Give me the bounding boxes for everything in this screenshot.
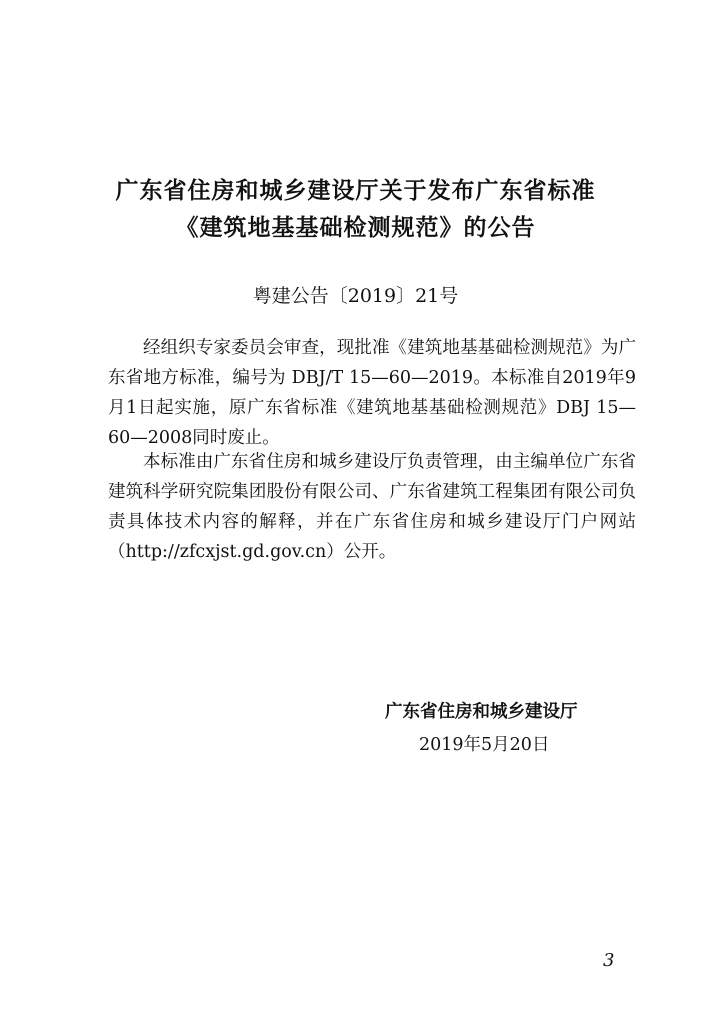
issue-date: 2019年5月20日: [419, 735, 550, 755]
document-number: 粤建公告〔2019〕21号: [252, 285, 459, 307]
issuing-authority: 广东省住房和城乡建设厅: [385, 702, 578, 722]
announcement-title-line-1: 广东省住房和城乡建设厅关于发布广东省标准: [115, 178, 596, 204]
page-number: 3: [603, 950, 615, 971]
body-paragraph-approval: 经组织专家委员会审查，现批准《建筑地基基础检测规范》为广东省地方标准，编号为 DBJ/T 15—60—2019。本标准自2019年9月1日起实施，原广东省标准《建筑地基基础检测规范》DBJ 15—60—2008同时废止。: [108, 338, 636, 448]
announcement-title-line-2: 《建筑地基基础检测规范》的公告: [175, 215, 536, 241]
body-paragraph-management: 本标准由广东省住房和城乡建设厅负责管理，由主编单位广东省建筑科学研究院集团股份有限公司、广东省建筑工程集团有限公司负责具体技术内容的解释，并在广东省住房和城乡建设厅门户网站（http://zfcxjst.gd.gov.cn）公开。: [108, 452, 636, 562]
